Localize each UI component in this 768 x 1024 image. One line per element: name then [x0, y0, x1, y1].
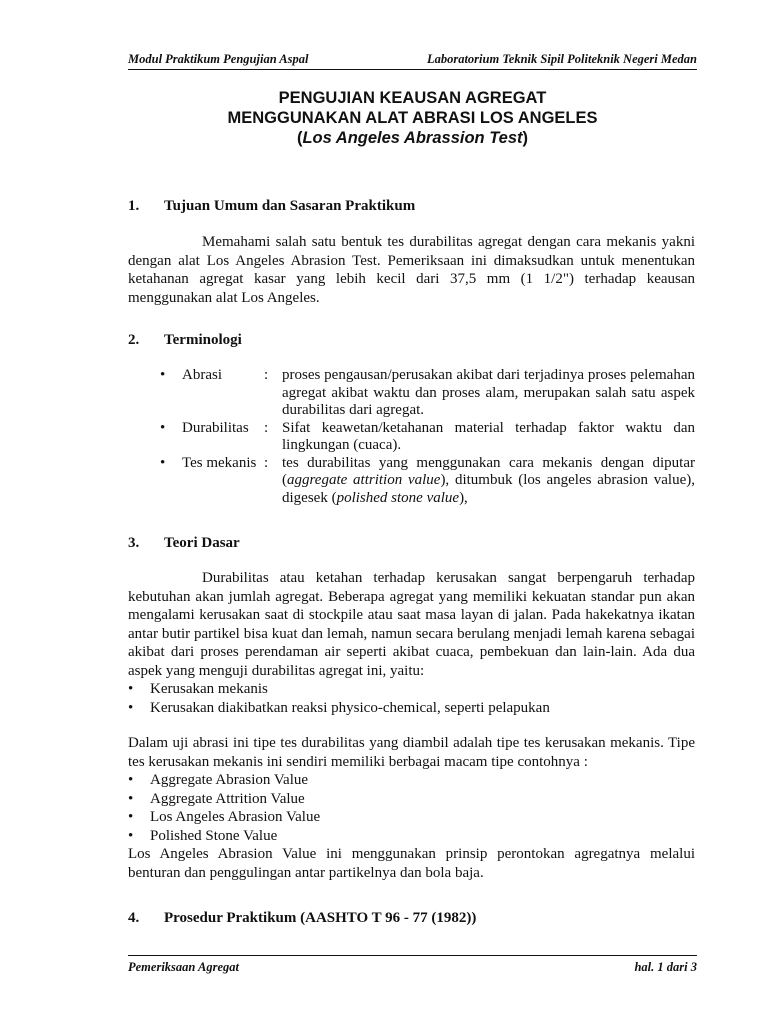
term-abrasi: • Abrasi : proses pengausan/perusakan akibat dari terjadinya proses pelemahan agregat akibat waktu dan proses alam, merupakan salah satu aspek durabilitas dari agregat.: [160, 367, 695, 418]
section-1-paragraph: Memahami salah satu bentuk tes durabilitas agregat dengan cara mekanis yakni dengan alat Los Angeles Abrasion Test. Pemeriksaan ini dimaksudkan untuk menentukan ketahanan agregat kasar yang lebih kecil dari 37,5 mm (1 1/2") terhadap keausan menggunakan alat Los Angeles.: [128, 234, 695, 306]
page-number: hal. 1 dari 3: [634, 960, 697, 974]
title-line-3: (Los Angeles Abrassion Test): [296, 129, 529, 147]
section-3-paragraph-2: Dalam uji abrasi ini tipe tes durabilitas yang diambil adalah tipe tes kerusakan mekanis. Tipe tes kerusakan mekanis ini sendiri memiliki berbagai macam tipe contohnya :: [128, 735, 695, 770]
page-header: [128, 52, 697, 67]
section-3-heading: 3. Teori Dasar: [128, 535, 240, 551]
list-item: • Aggregate Attrition Value: [128, 790, 305, 807]
list-item: • Polished Stone Value: [128, 827, 278, 844]
header-left: Modul Praktikum Pengujian Aspal: [128, 52, 309, 66]
footer-rule: [128, 955, 697, 956]
document-title: [128, 88, 697, 148]
durability-aspects-list: [128, 680, 695, 717]
section-3-content: [128, 569, 695, 882]
header-rule: [128, 69, 697, 70]
term-tes-mekanis: • Tes mekanis : tes durabilitas yang menggunakan cara mekanis dengan diputar (aggregate attrition value), ditumbuk (los angeles abrasion value), digesek (polished stone value),: [160, 454, 695, 506]
page-footer: [128, 960, 697, 975]
title-line-1: PENGUJIAN KEAUSAN AGREGAT: [278, 89, 547, 107]
terminology-list: [160, 367, 695, 507]
list-item: • Los Angeles Abrasion Value: [128, 809, 321, 825]
section-3-paragraph-1: Durabilitas atau ketahan terhadap kerusakan sangat berpengaruh terhadap kebutuhan akan jumlah agregat. Beberapa agregat yang memiliki kekuatan standar pun akan mengalami kerusakan saat di stockpile atau saat masa layan di jalan. Pada hakekatnya ikatan antar butir partikel bisa kuat dan lemah, namun secara berulang menjadi lemah karena sebagai akibat dari proses perendaman air seperti akibat cuaca, pembekuan dan lain-lain. Ada dua aspek yang menguji durabilitas agregat ini, yaitu:: [128, 570, 695, 679]
list-item: • Kerusakan diakibatkan reaksi physico-chemical, seperti pelapukan: [128, 699, 550, 716]
section-2-heading: 2. Terminologi: [128, 332, 242, 348]
section-4-heading: 4. Prosedur Praktikum (AASHTO T 96 - 77 (1982)): [128, 910, 477, 926]
footer-left: Pemeriksaan Agregat: [128, 960, 239, 974]
term-durabilitas: • Durabilitas : Sifat keawetan/ketahanan material terhadap faktor waktu dan lingkungan (cuaca).: [160, 419, 695, 453]
title-line-2: MENGGUNAKAN ALAT ABRASI LOS ANGELES: [227, 109, 598, 127]
header-right: Laboratorium Teknik Sipil Politeknik Negeri Medan: [426, 52, 697, 66]
list-item: • Aggregate Abrasion Value: [128, 772, 309, 788]
mechanical-test-types-list: [128, 771, 695, 845]
list-item: • Kerusakan mekanis: [128, 681, 268, 697]
section-1-heading: 1. Tujuan Umum dan Sasaran Praktikum: [128, 198, 416, 214]
section-3-paragraph-3: Los Angeles Abrasion Value ini menggunakan prinsip perontokan agregatnya melalui benturan dan penggulingan antar partikelnya dan bola baja.: [128, 846, 695, 881]
